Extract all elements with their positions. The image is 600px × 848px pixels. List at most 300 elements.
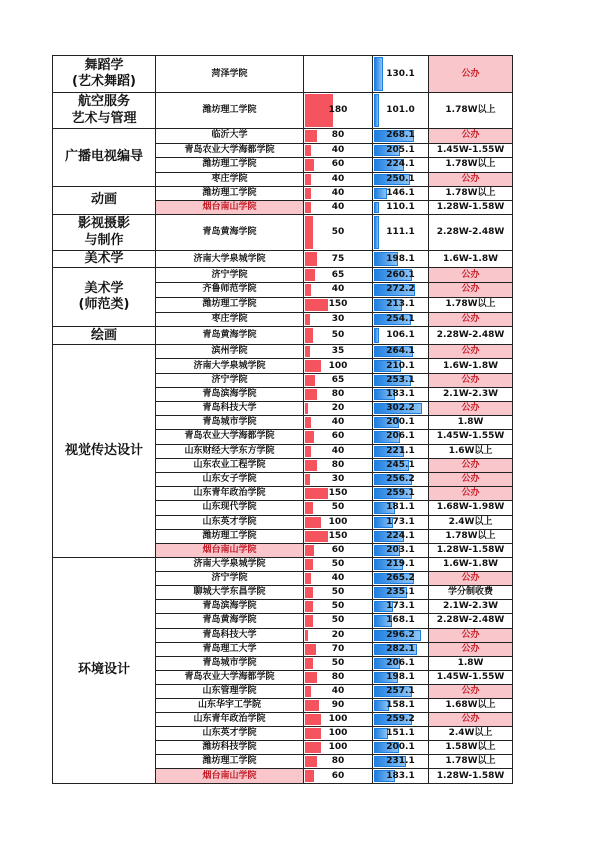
quota-value: 40 [331,284,345,295]
quota-cell [304,327,373,345]
score-cell [373,727,429,741]
school-cell: 青岛农业大学海都学院 [156,670,304,684]
school-cell: 烟台南山学院 [156,543,304,557]
quota-bar [305,314,310,326]
school-cell: 潍坊理工学院 [156,93,304,129]
quota-cell [304,387,373,401]
fee-cell: 公办 [429,172,513,187]
quota-bar [305,573,311,584]
quota-cell [304,56,373,93]
quota-bar [305,403,308,414]
score-value: 151.1 [386,728,415,739]
fee-cell: 1.28W-1.58W [429,769,513,783]
table-row [53,327,513,345]
major-cell: 环境设计 [53,558,156,784]
score-value: 106.1 [386,330,415,341]
quota-cell [304,586,373,600]
quota-bar [305,700,319,711]
score-value: 203.1 [386,544,415,555]
school-cell: 山东女子学院 [156,472,304,486]
quota-cell [304,501,373,515]
fee-cell: 公办 [429,458,513,472]
quota-cell [304,755,373,769]
fee-cell: 公办 [429,572,513,586]
score-cell [373,251,429,268]
score-cell [373,600,429,614]
quota-cell [304,727,373,741]
quota-value: 90 [331,700,345,711]
school-cell: 临沂大学 [156,129,304,144]
school-cell: 青岛农业大学海都学院 [156,430,304,444]
score-value: 198.1 [386,671,415,682]
score-value: 265.2 [386,573,415,584]
major-cell: 美术学 (师范类) [53,268,156,327]
score-value: 198.1 [386,253,415,264]
score-cell [373,515,429,529]
quota-bar [305,474,310,485]
fee-cell: 公办 [429,487,513,501]
score-value: 111.1 [386,227,415,237]
quota-value: 50 [331,587,345,598]
score-value: 268.1 [386,130,415,141]
quota-bar [305,145,311,157]
school-cell: 潍坊理工学院 [156,158,304,173]
quota-bar [305,686,311,697]
school-cell: 山东青年政治学院 [156,487,304,501]
quota-cell [304,769,373,783]
fee-cell: 学分制收费 [429,586,513,600]
score-cell [373,268,429,283]
school-cell: 齐鲁师范学院 [156,283,304,298]
fee-cell: 公办 [429,56,513,93]
fee-cell: 公办 [429,345,513,359]
table-row [53,558,513,572]
score-cell [373,458,429,472]
quota-cell [304,614,373,628]
quota-cell [304,172,373,187]
quota-value: 65 [331,374,345,385]
quota-cell [304,741,373,755]
school-cell: 济宁学院 [156,268,304,283]
quota-bar [305,714,321,725]
fee-cell: 公办 [429,283,513,298]
score-cell [373,529,429,543]
fee-cell: 公办 [429,684,513,698]
quota-value: 80 [331,756,345,767]
quota-bar [305,328,313,343]
quota-value: 80 [331,388,345,399]
fee-cell: 2.28W-2.48W [429,327,513,345]
school-cell: 青岛滨海学院 [156,387,304,401]
score-cell [373,558,429,572]
score-value: 259.2 [386,714,415,725]
quota-cell [304,402,373,416]
quota-value: 100 [328,360,348,371]
score-cell [373,215,429,251]
fee-cell: 1.8W [429,656,513,670]
major-cell: 动画 [53,187,156,215]
score-cell [373,543,429,557]
quota-value: 30 [331,474,345,485]
score-cell [373,699,429,713]
quota-value: 20 [331,629,345,640]
score-cell [373,472,429,486]
fee-cell: 公办 [429,628,513,642]
score-value: 224.1 [386,159,415,170]
quota-value: 50 [331,559,345,570]
school-cell: 潍坊理工学院 [156,297,304,312]
fee-cell: 1.6W-1.8W [429,359,513,373]
quota-cell [304,699,373,713]
score-cell [373,769,429,783]
quota-bar [305,284,311,296]
score-cell [373,345,429,359]
score-bar [374,328,379,343]
quota-value: 60 [331,159,345,170]
score-value: 231.1 [386,756,415,767]
score-value: 200.1 [386,742,415,753]
score-value: 173.1 [386,516,415,527]
score-cell [373,741,429,755]
major-cell: 视觉传达设计 [53,345,156,558]
quota-cell [304,487,373,501]
score-bar [374,202,379,213]
score-cell [373,327,429,345]
quota-bar [305,188,311,199]
quota-value: 80 [331,130,345,141]
quota-bar [305,615,313,626]
quota-bar [305,202,311,213]
score-value: 213.1 [386,299,415,310]
score-value: 245.1 [386,459,415,470]
school-cell: 山东管理学院 [156,684,304,698]
score-cell [373,572,429,586]
quota-bar [305,742,321,753]
table-row [53,56,513,93]
school-cell: 青岛黄海学院 [156,614,304,628]
major-cell: 航空服务 艺术与管理 [53,93,156,129]
major-cell: 广播电视编导 [53,129,156,187]
quota-bar [305,159,314,171]
quota-bar [305,174,311,186]
school-cell: 济南大学泉城学院 [156,359,304,373]
score-value: 183.1 [386,770,415,781]
quota-cell [304,215,373,251]
score-value: 173.1 [386,601,415,612]
school-cell: 山东财经大学东方学院 [156,444,304,458]
quota-cell [304,187,373,201]
fee-cell: 1.45W-1.55W [429,430,513,444]
major-cell: 舞蹈学 (艺术舞蹈) [53,56,156,93]
table-row [53,251,513,268]
quota-cell [304,572,373,586]
school-cell: 济南大学泉城学院 [156,251,304,268]
fee-cell: 公办 [429,402,513,416]
school-cell: 济宁学院 [156,572,304,586]
fee-cell: 公办 [429,129,513,144]
quota-cell [304,129,373,144]
quota-bar [305,360,321,371]
quota-bar [305,630,308,641]
quota-value: 20 [331,403,345,414]
fee-cell: 公办 [429,312,513,327]
score-cell [373,201,429,215]
school-cell: 菏泽学院 [156,56,304,93]
fee-cell: 1.6W以上 [429,444,513,458]
quota-value: 60 [331,770,345,781]
school-cell: 青岛科技大学 [156,628,304,642]
school-cell: 山东现代学院 [156,501,304,515]
fee-cell: 1.78W以上 [429,755,513,769]
score-value: 206.1 [386,657,415,668]
score-cell [373,430,429,444]
score-cell [373,670,429,684]
score-cell [373,158,429,173]
fee-cell: 1.78W以上 [429,297,513,312]
quota-value: 150 [328,488,348,499]
score-value: 130.1 [386,68,415,79]
score-cell [373,373,429,387]
quota-bar [305,446,311,457]
fee-cell: 1.8W [429,416,513,430]
quota-value: 35 [331,346,345,357]
quota-cell [304,430,373,444]
score-cell [373,297,429,312]
quota-value: 65 [331,269,345,280]
admission-table [52,55,513,784]
quota-value: 40 [331,144,345,155]
quota-bar [305,517,321,528]
score-value: 210.1 [386,360,415,371]
score-value: 272.2 [386,284,415,295]
quota-bar [305,545,314,556]
quota-bar [305,728,321,739]
quota-bar [305,417,311,428]
quota-cell [304,713,373,727]
fee-cell: 1.45W-1.55W [429,670,513,684]
school-cell: 山东华宇工学院 [156,699,304,713]
quota-value: 70 [331,643,345,654]
school-cell: 枣庄学院 [156,312,304,327]
score-bar [374,216,379,249]
score-cell [373,755,429,769]
quota-bar [305,559,313,570]
fee-cell: 2.1W-2.3W [429,600,513,614]
school-cell: 青岛科技大学 [156,402,304,416]
fee-cell: 1.78W以上 [429,187,513,201]
quota-bar [305,269,315,281]
quota-cell [304,444,373,458]
school-cell: 济南大学泉城学院 [156,558,304,572]
fee-cell: 1.68W以上 [429,699,513,713]
score-cell [373,143,429,158]
quota-cell [304,297,373,312]
quota-value: 50 [331,601,345,612]
quota-bar [305,502,313,513]
quota-value: 40 [331,188,345,198]
school-cell: 青岛滨海学院 [156,600,304,614]
school-cell: 聊城大学东昌学院 [156,586,304,600]
quota-cell [304,458,373,472]
quota-value: 100 [328,516,348,527]
fee-cell: 2.28W-2.48W [429,614,513,628]
fee-cell: 2.1W-2.3W [429,387,513,401]
quota-cell [304,268,373,283]
score-value: 158.1 [386,700,415,711]
quota-cell [304,201,373,215]
score-cell [373,129,429,144]
school-cell: 青岛理工大学 [156,642,304,656]
score-cell [373,487,429,501]
quota-value: 50 [331,657,345,668]
score-value: 146.1 [386,188,415,198]
quota-cell [304,283,373,298]
score-cell [373,628,429,642]
score-cell [373,387,429,401]
score-cell [373,359,429,373]
quota-bar [305,460,317,471]
score-value: 168.1 [386,615,415,626]
quota-bar [305,389,317,400]
quota-bar [305,488,328,499]
school-cell: 烟台南山学院 [156,769,304,783]
score-value: 302.2 [386,403,415,414]
school-cell: 济宁学院 [156,373,304,387]
quota-cell [304,656,373,670]
score-value: 183.1 [386,388,415,399]
quota-bar [305,216,313,249]
quota-value: 100 [328,742,348,753]
quota-cell [304,251,373,268]
quota-cell [304,684,373,698]
quota-bar [305,756,317,767]
table-row [53,93,513,129]
school-cell: 青岛城市学院 [156,416,304,430]
quota-bar [305,672,317,683]
quota-value: 80 [331,459,345,470]
school-cell: 潍坊科技学院 [156,741,304,755]
school-cell: 青岛城市学院 [156,656,304,670]
score-bar [374,94,379,127]
score-cell [373,713,429,727]
quota-cell [304,359,373,373]
score-cell [373,614,429,628]
quota-cell [304,312,373,327]
school-cell: 滨州学院 [156,345,304,359]
major-cell: 绘画 [53,327,156,345]
score-value: 296.2 [386,629,415,640]
score-value: 256.2 [386,474,415,485]
table-row [53,187,513,201]
school-cell: 山东英才学院 [156,515,304,529]
school-cell: 山东青年政治学院 [156,713,304,727]
quota-bar [305,431,314,442]
quota-value: 60 [331,544,345,555]
quota-value: 180 [328,105,348,115]
quota-bar [305,644,316,655]
fee-cell: 1.6W-1.8W [429,558,513,572]
quota-value: 75 [331,253,345,264]
table-row [53,215,513,251]
quota-value: 150 [328,530,348,541]
quota-cell [304,529,373,543]
school-cell: 山东英才学院 [156,727,304,741]
quota-value: 100 [328,714,348,725]
quota-bar [305,531,328,542]
quota-value: 100 [328,728,348,739]
school-cell: 潍坊理工学院 [156,755,304,769]
school-cell: 山东农业工程学院 [156,458,304,472]
quota-bar [305,252,317,266]
major-cell: 影视摄影 与制作 [53,215,156,251]
score-value: 205.1 [386,144,415,155]
score-cell [373,283,429,298]
fee-cell: 1.68W-1.98W [429,501,513,515]
quota-value: 150 [328,299,348,310]
quota-cell [304,558,373,572]
score-bar [374,57,383,91]
quota-value: 60 [331,431,345,442]
school-cell: 青岛黄海学院 [156,215,304,251]
score-cell [373,172,429,187]
fee-cell: 公办 [429,713,513,727]
score-value: 260.1 [386,269,415,280]
score-value: 221.1 [386,445,415,456]
quota-cell [304,345,373,359]
school-cell: 青岛黄海学院 [156,327,304,345]
fee-cell: 1.78W以上 [429,529,513,543]
fee-cell: 2.4W以上 [429,727,513,741]
score-cell [373,187,429,201]
score-cell [373,656,429,670]
quota-cell [304,515,373,529]
quota-bar [305,130,317,142]
table-row [53,129,513,144]
quota-cell [304,600,373,614]
quota-value: 40 [331,685,345,696]
score-cell [373,402,429,416]
quota-cell [304,472,373,486]
fee-cell: 1.78W以上 [429,93,513,129]
fee-cell: 2.4W以上 [429,515,513,529]
fee-cell: 1.28W-1.58W [429,201,513,215]
score-cell [373,444,429,458]
score-cell [373,312,429,327]
score-cell [373,684,429,698]
score-value: 254.1 [386,313,415,324]
score-value: 101.0 [386,105,415,115]
score-value: 224.1 [386,530,415,541]
quota-cell [304,628,373,642]
score-value: 259.1 [386,488,415,499]
quota-cell [304,416,373,430]
quota-value: 30 [331,313,345,324]
quota-value: 50 [331,330,345,341]
score-value: 110.1 [386,202,415,212]
school-cell: 潍坊理工学院 [156,187,304,201]
score-cell [373,93,429,129]
quota-cell [304,93,373,129]
quota-bar [305,770,314,781]
fee-cell: 1.45W-1.55W [429,143,513,158]
quota-value: 40 [331,417,345,428]
fee-cell: 公办 [429,642,513,656]
school-cell: 烟台南山学院 [156,201,304,215]
fee-cell: 1.6W-1.8W [429,251,513,268]
quota-bar [305,299,328,311]
score-value: 200.1 [386,417,415,428]
score-bar [374,188,387,199]
